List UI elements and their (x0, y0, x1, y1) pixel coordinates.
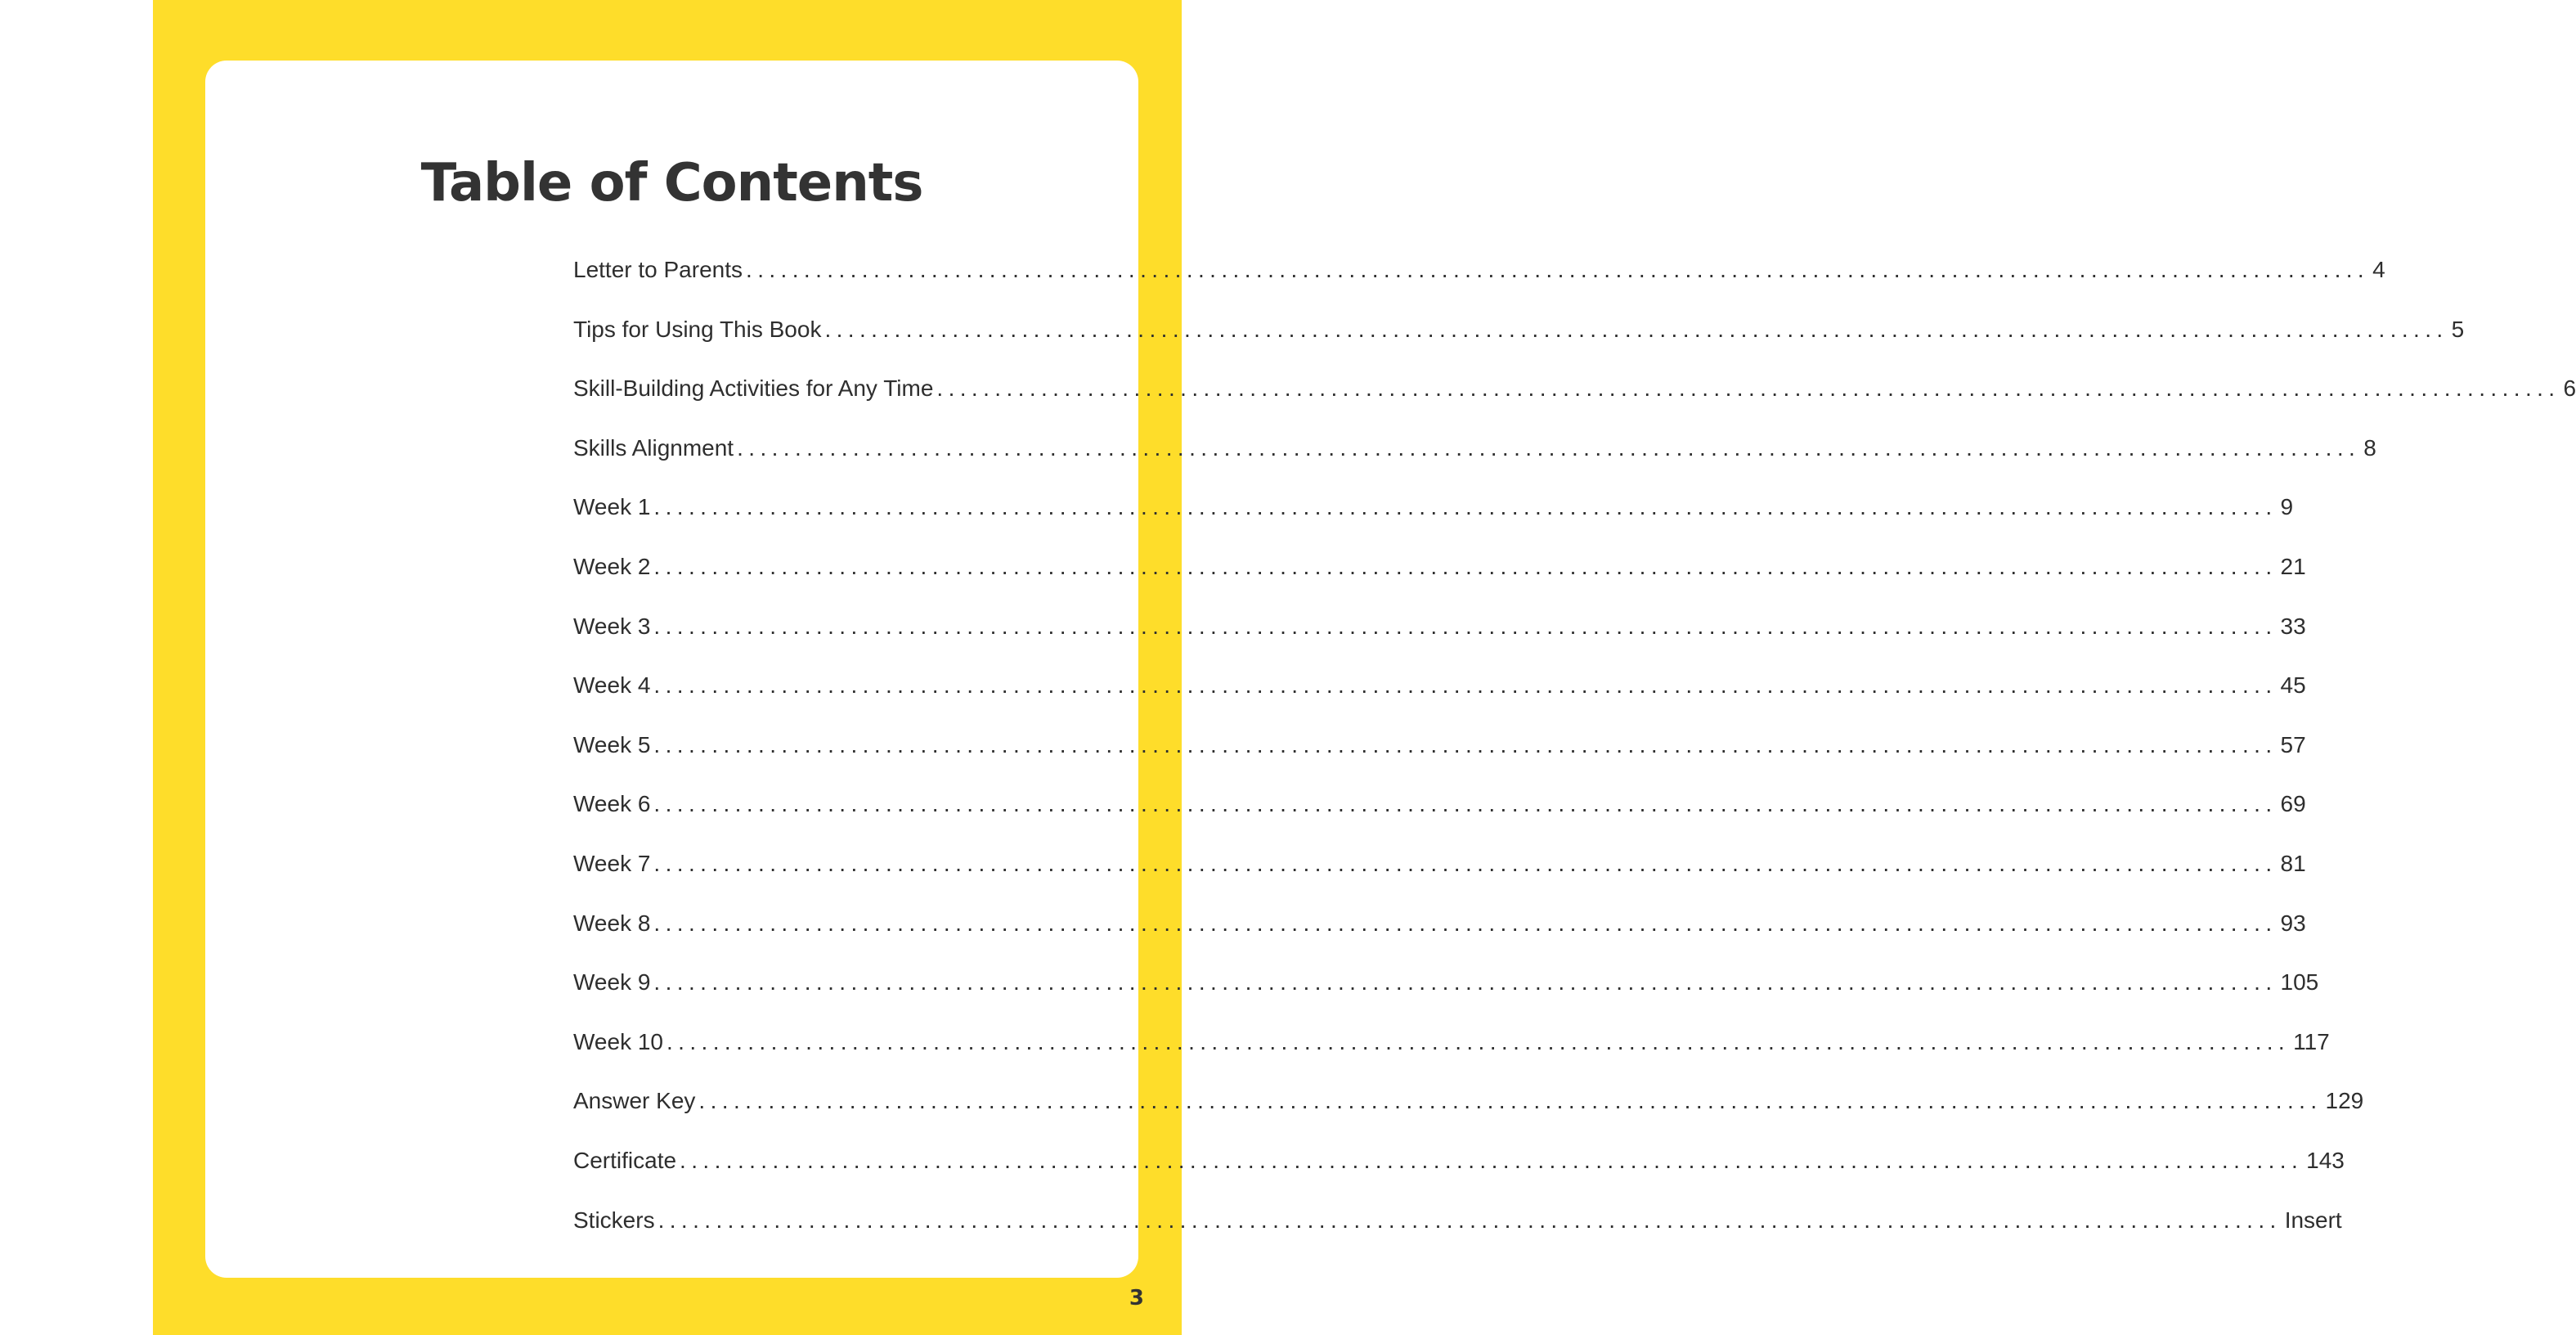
toc-entry-label: Week 5 (573, 731, 651, 757)
toc-entry-label: Skills Alignment (573, 434, 734, 461)
dot-leader: ............................................................................................................................................ (653, 969, 2278, 996)
toc-entry-label: Week 10 (573, 1028, 663, 1054)
toc-entry-page: 117 (2293, 1028, 2330, 1054)
toc-entry-page: 105 (2280, 969, 2319, 996)
toc-entry-label: Week 2 (573, 553, 651, 579)
toc-entry (573, 969, 2319, 1029)
toc-entry-page: 129 (2325, 1088, 2364, 1114)
toc-entry-label: Certificate (573, 1147, 677, 1173)
toc-entry (573, 910, 2306, 970)
toc-entry-page: 69 (2280, 791, 2306, 817)
dot-leader: ............................................................................................................................................ (698, 1088, 2322, 1114)
dot-leader: ............................................................................................................................................ (653, 731, 2278, 757)
toc-entry-label: Letter to Parents (573, 257, 743, 282)
toc-entry-label: Week 8 (573, 910, 651, 936)
toc-entry (573, 553, 2306, 614)
dot-leader: ............................................................................................................................................ (936, 375, 2560, 402)
toc-entry-page: 6 (2563, 375, 2576, 402)
dot-leader: ............................................................................................................................................ (680, 1147, 2304, 1173)
toc-entry-page: 33 (2280, 613, 2306, 639)
toc-entry-page: 9 (2280, 494, 2294, 520)
toc-entry (573, 731, 2306, 792)
toc-entry-page: 45 (2280, 672, 2306, 699)
toc-entry (573, 316, 2465, 376)
dot-leader: ............................................................................................................................................ (653, 910, 2278, 936)
toc-entry-label: Stickers (573, 1207, 655, 1233)
toc-entry (573, 1147, 2345, 1207)
toc-entry (573, 434, 2376, 495)
page-title: Table of Contents (420, 153, 923, 214)
toc-entry-label: Tips for Using This Book (573, 316, 822, 342)
toc-entry-label: Week 1 (573, 494, 651, 520)
toc-entry-label: Skill-Building Activities for Any Time (573, 375, 934, 402)
toc-entry-label: Week 9 (573, 969, 651, 996)
toc-entry-label: Week 7 (573, 850, 651, 876)
toc-list (573, 257, 2576, 1266)
toc-entry-page: 93 (2280, 910, 2306, 936)
dot-leader: ............................................................................................................................................ (653, 850, 2278, 876)
toc-entry-page: Insert (2284, 1207, 2342, 1233)
toc-entry (573, 850, 2306, 910)
dot-leader: ............................................................................................................................................ (653, 553, 2278, 579)
dot-leader: ............................................................................................................................................ (653, 494, 2278, 520)
toc-entry-page: 5 (2451, 316, 2465, 342)
dot-leader: ............................................................................................................................................ (653, 613, 2278, 639)
toc-entry-page: 4 (2372, 257, 2385, 282)
toc-entry (573, 1028, 2330, 1089)
toc-entry-label: Week 6 (573, 791, 651, 817)
toc-entry (573, 791, 2306, 851)
toc-entry-page: 21 (2280, 553, 2306, 579)
toc-entry (573, 672, 2306, 732)
toc-entry (573, 494, 2294, 554)
toc-entry-page: 8 (2363, 434, 2376, 461)
toc-entry (573, 1207, 2342, 1267)
dot-leader: ............................................................................................................................................ (746, 257, 2370, 282)
toc-entry-page: 143 (2306, 1147, 2345, 1173)
dot-leader: ............................................................................................................................................ (653, 672, 2278, 699)
dot-leader: ............................................................................................................................................ (657, 1207, 2282, 1233)
contents-card (205, 61, 2576, 1278)
dot-leader: ............................................................................................................................................ (824, 316, 2448, 342)
dot-leader: ............................................................................................................................................ (737, 434, 2361, 461)
dot-leader: ............................................................................................................................................ (666, 1028, 2291, 1054)
toc-entry-label: Answer Key (573, 1088, 696, 1114)
toc-entry-page: 57 (2280, 731, 2306, 757)
toc-entry (573, 1088, 2364, 1148)
toc-entry (573, 375, 2576, 435)
toc-entry (573, 613, 2306, 673)
page-number: 3 (1129, 1286, 1144, 1310)
toc-entry-page: 81 (2280, 850, 2306, 876)
page-background (153, 0, 2576, 1335)
toc-entry (573, 257, 2385, 317)
dot-leader: ............................................................................................................................................ (653, 791, 2278, 817)
toc-entry-label: Week 4 (573, 672, 651, 699)
toc-entry-label: Week 3 (573, 613, 651, 639)
